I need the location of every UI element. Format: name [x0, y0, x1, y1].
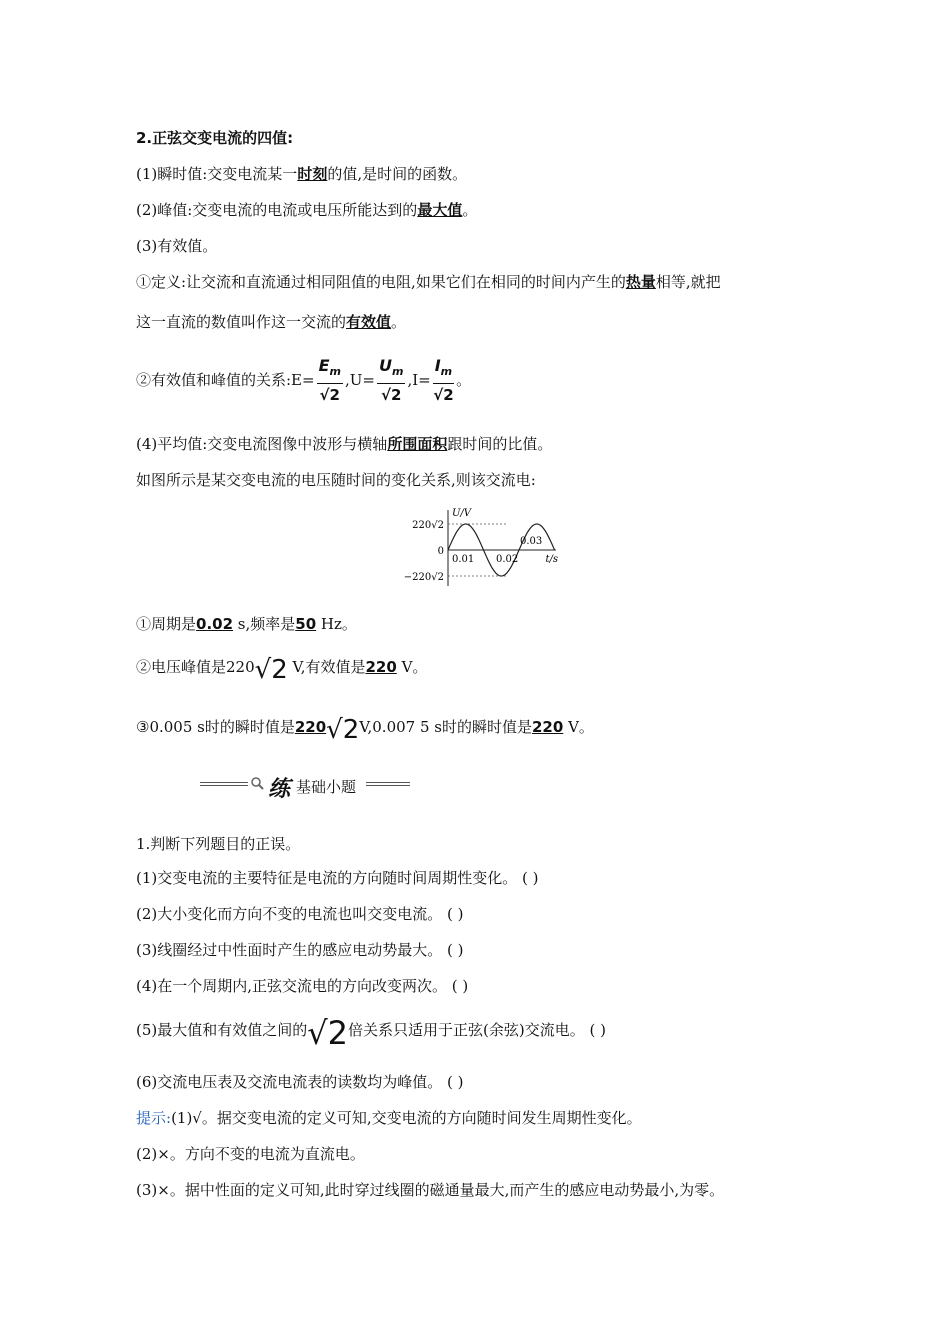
- question-1: (1)交变电流的主要特征是电流的方向随时间周期性变化。 ( ): [136, 869, 539, 887]
- text: (1)瞬时值:交变电流某一: [136, 165, 298, 183]
- practice-divider: [200, 774, 412, 802]
- practice-label: 练: [268, 776, 291, 802]
- effective-value-line: (3)有效值。: [136, 237, 218, 255]
- text: V,有效值是: [287, 658, 366, 676]
- sqrt-symbol: √2: [254, 655, 288, 685]
- answer: 220: [294, 718, 327, 736]
- frac-den: √2: [319, 385, 340, 404]
- x-tick-label: 0.02: [496, 554, 519, 565]
- text: ③0.005 s时的瞬时值是: [136, 718, 295, 736]
- practice-title: 基础小题: [296, 778, 357, 796]
- fraction-u: [377, 356, 405, 405]
- answer: 热量: [625, 273, 656, 291]
- divider-bar: [200, 782, 248, 786]
- text: ②有效值和峰值的关系:E=: [136, 371, 315, 389]
- peak-value-line: [136, 200, 477, 220]
- average-value-line: [136, 434, 552, 454]
- question-5: [136, 1014, 606, 1052]
- text: 。: [456, 371, 472, 389]
- instant-voltage-line: [136, 714, 594, 745]
- hint-2: (2)×。方向不变的电流为直流电。: [136, 1145, 365, 1163]
- text: 。: [391, 313, 407, 331]
- frac-num: U: [378, 356, 392, 376]
- period-line: [136, 614, 357, 634]
- x-tick-label: 0.01: [452, 554, 475, 565]
- hint-label: 提示:: [136, 1109, 172, 1127]
- question-2: (2)大小变化而方向不变的电流也叫交变电流。 ( ): [136, 905, 464, 923]
- text: (4)平均值:交变电流图像中波形与横轴: [136, 435, 388, 453]
- frac-sub: m: [391, 365, 404, 379]
- text: 这一直流的数值叫作这一交流的: [136, 313, 347, 331]
- peak-voltage-line: [136, 654, 428, 685]
- text: V。: [396, 658, 428, 676]
- definition-line-2: [136, 312, 406, 332]
- sqrt-symbol: √2: [307, 1014, 348, 1052]
- text: ①周期是: [136, 615, 197, 633]
- y-tick-label: 0: [437, 546, 444, 557]
- x-tick-label: 0.03: [520, 536, 543, 547]
- hint-3: (3)×。据中性面的定义可知,此时穿过线圈的磁通量最大,而产生的感应电动势最小,为零。: [136, 1181, 725, 1199]
- instant-value-line: [136, 164, 467, 184]
- divider-bar: [366, 782, 410, 786]
- frac-sub: m: [329, 365, 341, 379]
- y-tick-label: −220√2: [403, 572, 444, 583]
- frac-den: √2: [380, 385, 402, 404]
- question-3: (3)线圈经过中性面时产生的感应电动势最大。 ( ): [136, 941, 464, 959]
- text: 的值,是时间的函数。: [327, 165, 468, 183]
- frac-num: I: [434, 356, 441, 376]
- frac-num: E: [318, 356, 330, 376]
- text: (2)峰值:交变电流的电流或电压所能达到的: [136, 201, 418, 219]
- magnifier-icon: [250, 776, 264, 790]
- fraction-e: [317, 356, 343, 405]
- question-4: (4)在一个周期内,正弦交流电的方向改变两次。 ( ): [136, 977, 469, 995]
- frac-sub: m: [440, 365, 453, 379]
- text: ,I=: [407, 371, 431, 389]
- answer: 有效值: [346, 313, 392, 331]
- hint-1: [136, 1108, 642, 1128]
- text: (1)√。据交变电流的定义可知,交变电流的方向随时间发生周期性变化。: [171, 1109, 642, 1127]
- text: V,0.007 5 s时的瞬时值是: [359, 718, 532, 736]
- y-label: U/V: [452, 508, 472, 519]
- frac-den: √2: [433, 385, 454, 404]
- x-label: t/s: [545, 554, 558, 565]
- text: ②电压峰值是220: [136, 658, 255, 676]
- relation-line: [136, 356, 471, 406]
- text: (5)最大值和有效值之间的: [136, 1021, 308, 1039]
- answer: 50: [295, 615, 317, 633]
- text: ,U=: [344, 371, 375, 389]
- definition-line-1: [136, 272, 721, 292]
- text: 倍关系只适用于正弦(余弦)交流电。 ( ): [348, 1021, 606, 1039]
- text: Hz。: [316, 615, 357, 633]
- answer: 0.02: [196, 615, 234, 633]
- answer: 220: [531, 718, 564, 736]
- question-6: (6)交流电压表及交流电流表的读数均为峰值。 ( ): [136, 1073, 464, 1091]
- y-tick-label: 220√2: [412, 520, 444, 531]
- section-title: 2.正弦交变电流的四值:: [136, 129, 294, 147]
- answer: 最大值: [417, 201, 463, 219]
- text: ①定义:让交流和直流通过相同阻值的电阻,如果它们在相同的时间内产生的: [136, 273, 626, 291]
- text: 。: [462, 201, 478, 219]
- text: s,频率是: [233, 615, 296, 633]
- text: V。: [563, 718, 594, 736]
- voltage-time-chart: [396, 504, 564, 588]
- text: 跟时间的比值。: [447, 435, 553, 453]
- answer: 所围面积: [387, 435, 448, 453]
- question-heading: 1.判断下列题目的正误。: [136, 835, 301, 853]
- figure-intro: 如图所示是某交变电流的电压随时间的变化关系,则该交流电:: [136, 471, 536, 489]
- fraction-i: [433, 356, 454, 405]
- answer: 220: [365, 658, 397, 676]
- text: 相等,就把: [655, 273, 721, 291]
- answer: 时刻: [297, 165, 328, 183]
- sqrt-symbol: √2: [326, 715, 360, 745]
